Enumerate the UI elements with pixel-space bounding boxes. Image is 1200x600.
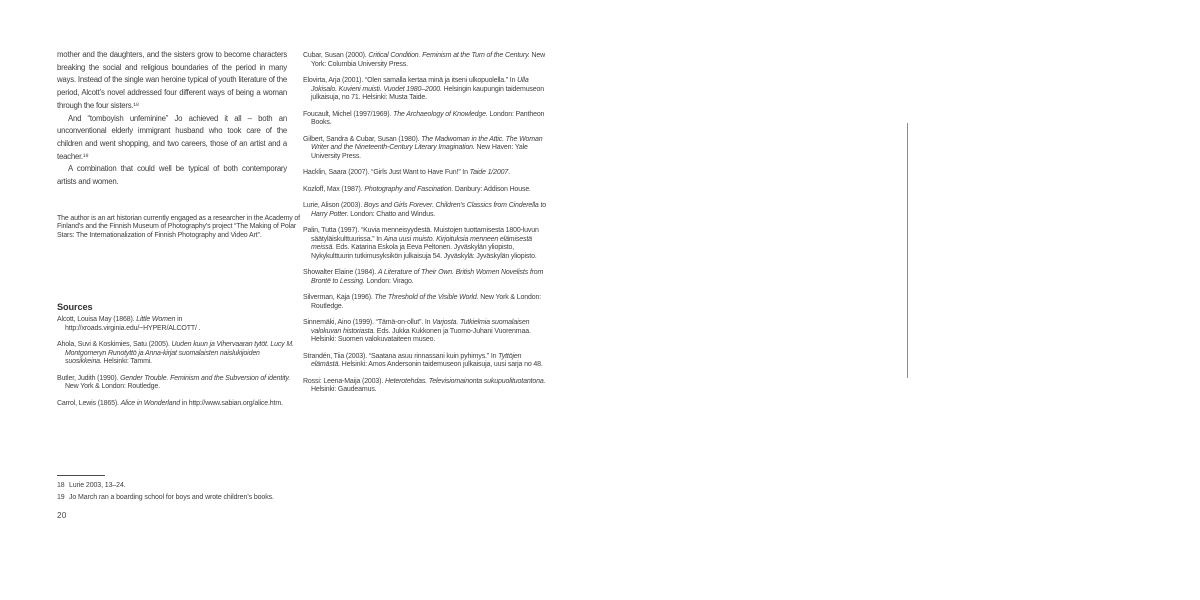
- reference-entry: Butler, Judith (1990). Gender Trouble. Feminism and the Subversion of identity. New York & London: Routledge.: [57, 374, 291, 390]
- author-note: The author is an art historian currently engaged as a researcher in the Academy of Finland’s and the Finnish Museum of Photography’s project “The Making of Polar Stars: The Internationalization of Finnish Photography and Video Art”.: [57, 215, 300, 239]
- reference-entry: Silverman, Kaja (1996). The Threshold of the Visible World. New York & London: Routledge.: [303, 294, 541, 310]
- sources-heading: Sources: [57, 302, 93, 312]
- body-paragraph: mother and the daughters, and the sisters grow to become characters breaking the social and religious boundaries of the period in many ways. Instead of the single wan heroine typical of youth literature of the period, Alcott’s novel addressed four different ways of being a woman through the four sisters.¹⁸: [57, 50, 287, 110]
- footnotes: [57, 482, 337, 506]
- reference-entry: Hacklin, Saara (2007). “Girls Just Want to Have Fun!” In Taide 1/2007.: [303, 169, 510, 176]
- reference-entry: Foucault, Michel (1997/1969). The Archaeology of Knowledge. London: Pantheon Books.: [303, 110, 545, 126]
- reference-entry: Rossi: Leena-Maija (2003). Heterotehdas. Televisiomainonta sukupuolituotantona. Helsinki: Gaudeamus.: [303, 377, 546, 393]
- reference-entry: Gilbert, Sandra & Cubar, Susan (1980). The Madwoman in the Attic. The Woman Writer and the Nineteenth-Century Literary Imagination. New Haven: Yale University Press.: [303, 135, 543, 160]
- reference-entry: Carrol, Lewis (1865). Alice in Wonderland in http://www.sabian.org/alice.htm.: [57, 399, 283, 407]
- sources-list: [57, 316, 295, 416]
- reference-entry: Cubar, Susan (2000). Critical Condition. Feminism at the Turn of the Century. New York: Columbia University Press.: [303, 52, 546, 68]
- footnote-text: Lurie 2003, 13–24.: [69, 482, 126, 489]
- reference-entry: Elovirta, Arja (2001). “Olen samalla kertaa minä ja itseni ulkopuolella.” In Ulla Jokisalo. Kuvieni muisti. Vuodet 1980–2000. Helsingin kaupungin taidemuseon julkaisuja, no 71. Helsinki: Musta Taide.: [303, 77, 545, 101]
- body-text-column: [57, 49, 287, 189]
- vertical-divider-line: [907, 123, 908, 378]
- footnote: [57, 494, 337, 503]
- body-paragraph: A combination that could well be typical of both contemporary artists and women.: [57, 164, 287, 187]
- body-paragraph: And “tomboyish unfeminine” Jo achieved it all – both an unconventional elderly immigrant husband who took care of the children and went shopping, and two careers, those of an artist and a teacher.¹⁹: [57, 113, 287, 161]
- reference-entry: Ahola, Suvi & Koskimies, Satu (2005). Uuden kuun ja Vihervaaran tytöt. Lucy M. Montgomeryn Runotyttö ja Anna-kirjat suomalaisten naislukijoiden suosikkeina. Helsinki: Tammi.: [57, 341, 294, 365]
- footnote-number: 19: [57, 494, 65, 501]
- reference-entry: Kozloff, Max (1987). Photography and Fascination. Danbury: Addison House.: [303, 185, 531, 193]
- reference-entry: Showalter Elaine (1984). A Literature of Their Own. British Women Novelists from Brontë to Lessing. London: Virago.: [303, 269, 544, 285]
- reference-entry: Lurie, Alison (2003). Boys and Girls Forever. Children’s Classics from Cinderella to Harry Potter. London: Chatto and Windus.: [303, 202, 547, 218]
- footnote: [57, 482, 337, 491]
- footnote-number: 18: [57, 482, 65, 489]
- page-number: 20: [57, 511, 67, 520]
- references-column: [303, 52, 546, 403]
- reference-entry: Alcott, Louisa May (1868). Little Women in http://xroads.virginia.edu/~HYPER/ALCOTT/ .: [57, 316, 201, 332]
- footnote-text: Jo March ran a boarding school for boys and wrote children’s books.: [69, 494, 274, 501]
- footnote-divider-rule: [57, 475, 105, 476]
- reference-entry: Strandén, Tiia (2003). “Saatana asuu rinnassani kuin pyhimys.” In Tyttöjen elämästä. Helsinki: Amos Andersonin taidemuseon julkaisuja, uusi sarja no 48.: [303, 352, 543, 368]
- reference-entry: Palin, Tutta (1997). “Kuvia menneisyydestä. Muistojen tuottamisesta 1800-luvun säätyläiskulttuurissa.” In Aina uusi muisto. Kirjoituksia menneen elämisestä meissä. Eds. Katarina Eskola ja Eeva Peltonen. Jyväskylän yliopisto, Nykykulttuurin tutkimusyksikön julkaisuja 54. Jyväskylä: Jyväskylän yliopisto.: [303, 227, 539, 260]
- reference-entry: Sinnemäki, Aino (1999). “Tämä-on-ollut”. In Varjosta. Tutkielmia suomalaisen valokuvan historiasta. Eds. Jukka Kukkonen ja Tuomo-Juhani Vuorenmaa. Helsinki: Suomen valokuvataiteen museo.: [303, 319, 531, 343]
